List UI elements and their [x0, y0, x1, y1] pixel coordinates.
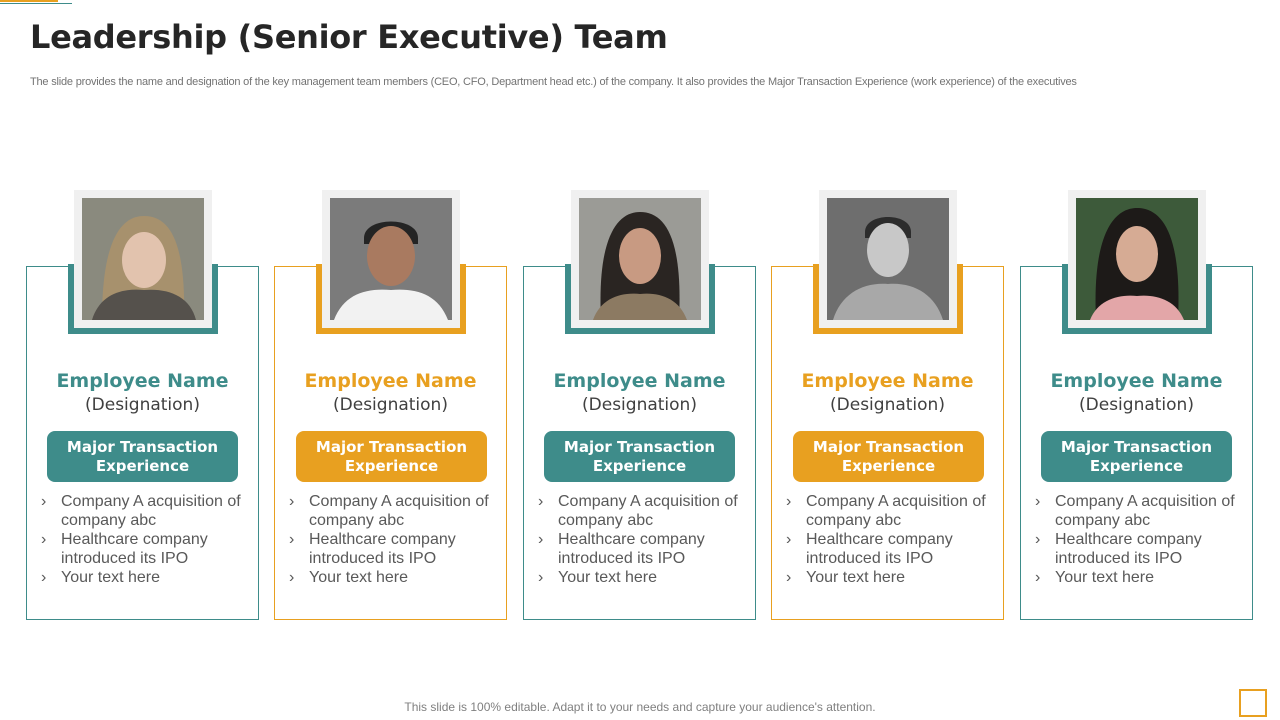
slide-subtitle: The slide provides the name and designation of the key management team members (CEO, CFO, Department head etc.) of the company. It also provides the Major Transaction Experience (work experience) of the executives: [30, 76, 1077, 88]
transaction-experience-badge: Major Transaction Experience: [793, 431, 984, 482]
employee-photo: [1076, 198, 1198, 320]
list-item: › Your text here: [538, 568, 738, 587]
list-item: › Your text here: [1035, 568, 1235, 587]
experience-list: [289, 492, 489, 587]
employee-name: Employee Name: [553, 370, 726, 392]
list-item: › Company A acquisition of company abc: [41, 492, 241, 530]
employee-photo: [579, 198, 701, 320]
employee-designation: (Designation): [1079, 395, 1194, 415]
experience-list: [1035, 492, 1235, 587]
corner-square-icon: [1239, 689, 1267, 717]
transaction-experience-badge: Major Transaction Experience: [296, 431, 487, 482]
list-item: › Your text here: [786, 568, 986, 587]
employee-name: Employee Name: [801, 370, 974, 392]
photo-holder: [1062, 190, 1212, 334]
list-item: › Healthcare company introduced its IPO: [786, 530, 986, 568]
experience-list: [786, 492, 986, 587]
transaction-experience-badge: Major Transaction Experience: [1041, 431, 1232, 482]
accent-line: [0, 0, 72, 4]
experience-list: [41, 492, 241, 587]
employee-photo: [330, 198, 452, 320]
list-item: › Healthcare company introduced its IPO: [289, 530, 489, 568]
employee-photo: [82, 198, 204, 320]
slide-title: Leadership (Senior Executive) Team: [30, 18, 668, 56]
transaction-experience-badge: Major Transaction Experience: [544, 431, 735, 482]
employee-photo: [827, 198, 949, 320]
photo-holder: [68, 190, 218, 334]
list-item: › Your text here: [41, 568, 241, 587]
list-item: › Healthcare company introduced its IPO: [538, 530, 738, 568]
photo-holder: [565, 190, 715, 334]
employee-designation: (Designation): [582, 395, 697, 415]
employee-name: Employee Name: [1050, 370, 1223, 392]
employee-designation: (Designation): [830, 395, 945, 415]
employee-name: Employee Name: [56, 370, 229, 392]
list-item: › Company A acquisition of company abc: [538, 492, 738, 530]
list-item: › Healthcare company introduced its IPO: [1035, 530, 1235, 568]
employee-name: Employee Name: [304, 370, 477, 392]
list-item: › Company A acquisition of company abc: [289, 492, 489, 530]
employee-designation: (Designation): [333, 395, 448, 415]
experience-list: [538, 492, 738, 587]
list-item: › Company A acquisition of company abc: [1035, 492, 1235, 530]
slide-footer: This slide is 100% editable. Adapt it to your needs and capture your audience's attention.: [404, 700, 876, 714]
list-item: › Company A acquisition of company abc: [786, 492, 986, 530]
list-item: › Your text here: [289, 568, 489, 587]
transaction-experience-badge: Major Transaction Experience: [47, 431, 238, 482]
list-item: › Healthcare company introduced its IPO: [41, 530, 241, 568]
photo-holder: [316, 190, 466, 334]
employee-designation: (Designation): [85, 395, 200, 415]
photo-holder: [813, 190, 963, 334]
